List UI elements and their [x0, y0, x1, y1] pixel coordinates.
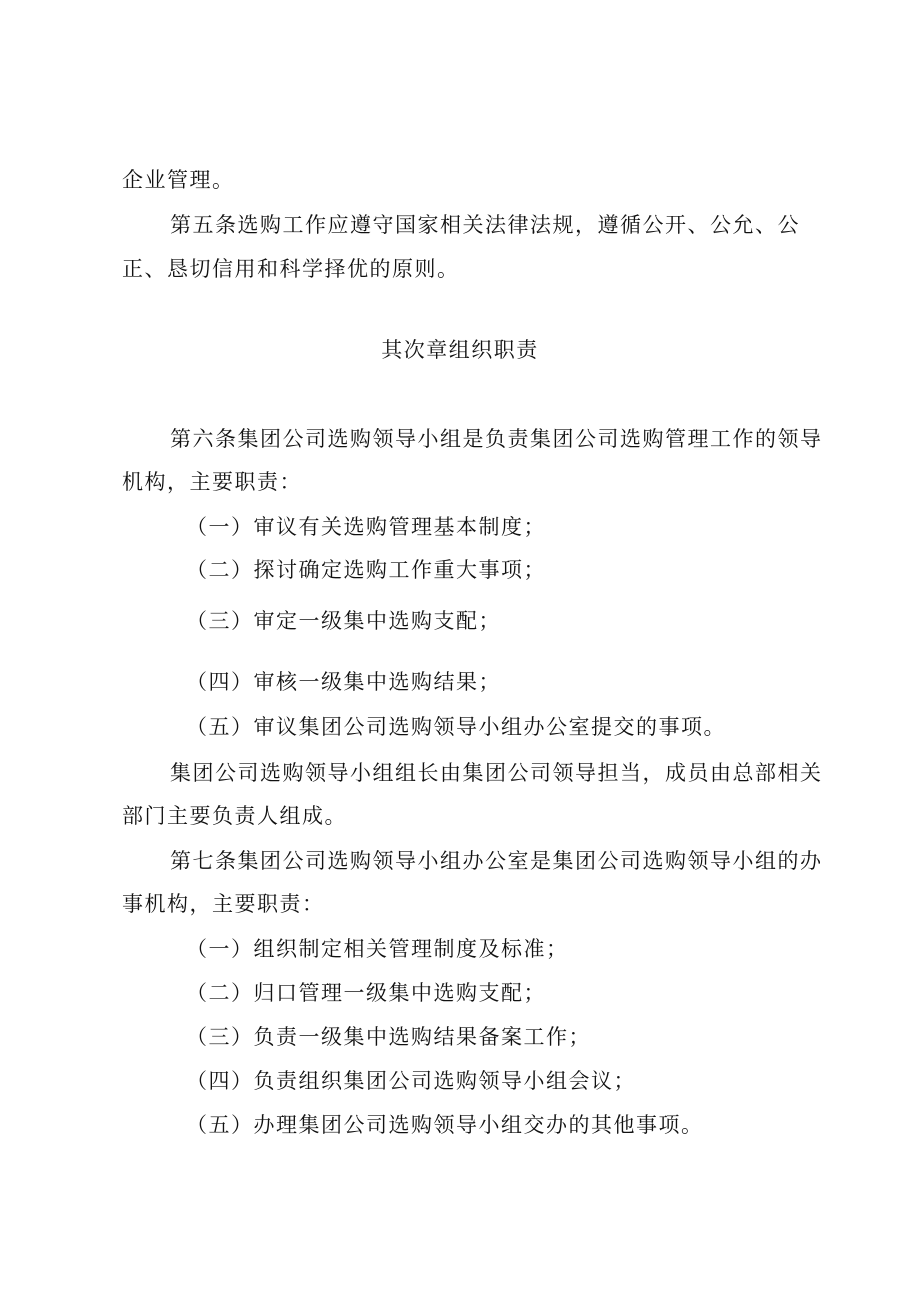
article-7-item-5: （五）办理集团公司选购领导小组交办的其他事项。	[186, 1113, 704, 1137]
chapter-heading: 其次章组织职责	[381, 338, 539, 362]
article-6-note-line-2: 部门主要负责人组成。	[122, 804, 347, 828]
article-6-item-4: （四）审核一级集中选购结果；	[186, 670, 501, 694]
article-7-item-2: （二）归口管理一级集中选购支配；	[186, 981, 546, 1005]
article-6-item-2: （二）探讨确定选购工作重大事项；	[186, 558, 546, 582]
article-5-line-1: 第五条选购工作应遵守国家相关法律法规，遵循公开、公允、公	[170, 213, 800, 237]
article-6-line-1: 第六条集团公司选购领导小组是负责集团公司选购管理工作的领导	[170, 427, 823, 451]
paragraph-line-continuation: 企业管理。	[122, 168, 235, 192]
article-6-item-1: （一）审议有关选购管理基本制度；	[186, 515, 546, 539]
article-7-item-1: （一）组织制定相关管理制度及标准；	[186, 937, 569, 961]
article-6-line-2: 机构，主要职责：	[122, 470, 302, 494]
article-7-line-1: 第七条集团公司选购领导小组办公室是集团公司选购领导小组的办	[170, 849, 823, 873]
article-6-note-line-1: 集团公司选购领导小组组长由集团公司领导担当，成员由总部相关	[170, 761, 823, 785]
article-7-line-2: 事机构，主要职责：	[122, 892, 325, 916]
article-7-item-4: （四）负责组织集团公司选购领导小组会议；	[186, 1069, 636, 1093]
article-6-item-5: （五）审议集团公司选购领导小组办公室提交的事项。	[186, 715, 726, 739]
article-5-line-2: 正、恳切信用和科学择优的原则。	[122, 257, 460, 281]
article-6-item-3: （三）审定一级集中选购支配；	[186, 609, 501, 633]
article-7-item-3: （三）负责一级集中选购结果备案工作；	[186, 1025, 591, 1049]
